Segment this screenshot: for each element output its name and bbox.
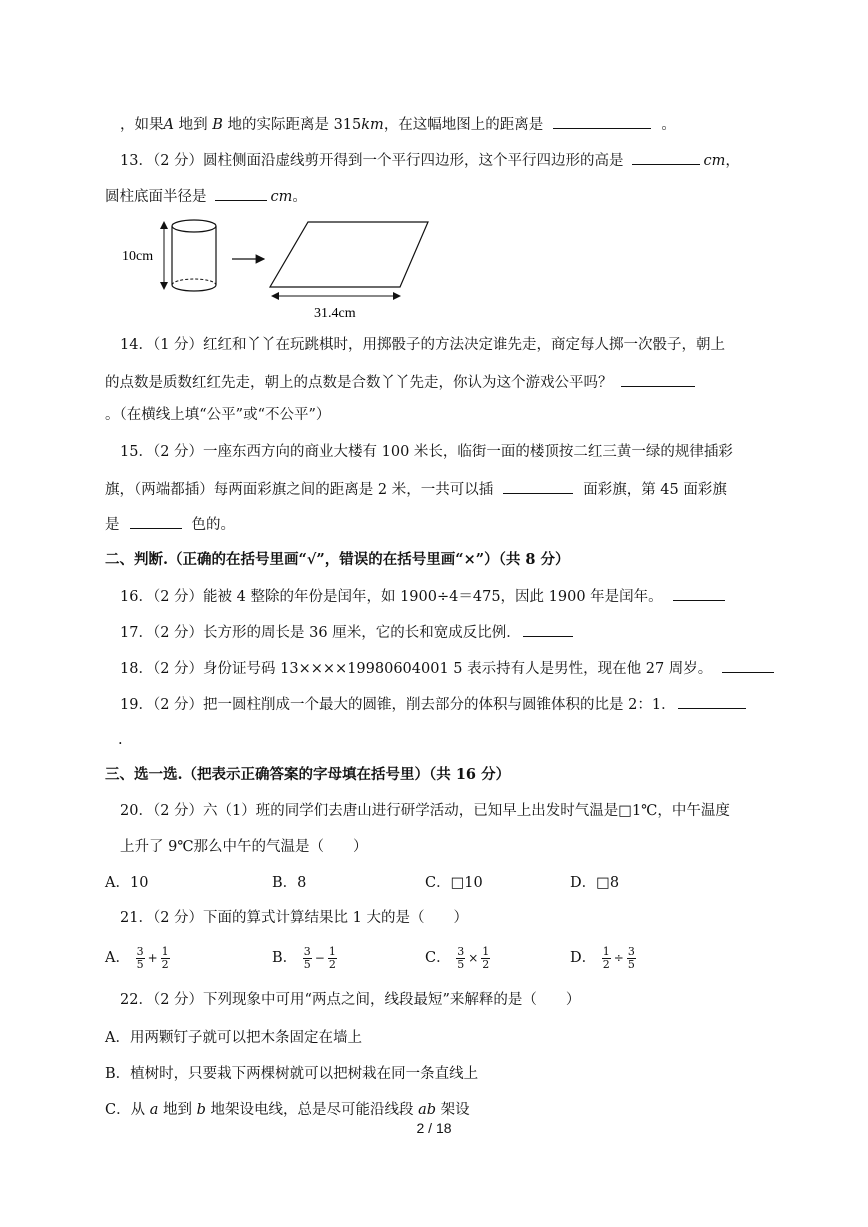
q21-option-b[interactable] <box>272 940 338 976</box>
denominator: 5 <box>457 957 465 971</box>
fraction <box>328 946 337 971</box>
operator: × <box>468 951 479 965</box>
q22-segment-ab: ab <box>418 1102 437 1118</box>
q13-line1 <box>120 150 740 171</box>
q19 <box>120 694 750 715</box>
q18 <box>120 658 778 679</box>
numerator: 1 <box>328 944 336 958</box>
q13-text: ， <box>725 153 740 169</box>
q15-text: 面彩旗，第 45 面彩旗 <box>583 482 727 498</box>
q15-color-blank[interactable] <box>130 514 182 529</box>
q13-text: 圆柱底面半径是 <box>105 189 207 205</box>
q12-text: ，在这幅地图上的距离是 <box>383 117 544 133</box>
q21-option-c[interactable] <box>425 940 491 976</box>
q12-tail <box>120 114 676 135</box>
q19-dot: . <box>118 732 123 748</box>
q17 <box>120 622 577 643</box>
q12-text: 地到 <box>173 117 213 133</box>
q21-option-label: C． <box>425 950 451 966</box>
denominator: 5 <box>303 957 311 971</box>
q22-text: C．从 <box>105 1102 150 1118</box>
q12-point-b: B <box>212 117 223 133</box>
denominator: 2 <box>161 957 169 971</box>
numerator: 3 <box>136 944 144 958</box>
numerator: 1 <box>482 944 490 958</box>
q22-point-b: b <box>196 1102 206 1118</box>
denominator: 2 <box>482 957 490 971</box>
q19-answer-blank[interactable] <box>678 694 746 709</box>
q13-height-blank[interactable] <box>632 150 700 165</box>
numerator: 3 <box>627 944 635 958</box>
fraction <box>602 946 611 971</box>
section2-heading: 二、判断.（正确的在括号里画“√”，错误的在括号里画“×”）（共 8 分） <box>105 551 570 568</box>
q21-option-a[interactable] <box>105 940 171 976</box>
q22-option-c[interactable] <box>105 1100 470 1120</box>
q15-line2 <box>105 479 727 500</box>
q13-radius-blank[interactable] <box>215 186 267 201</box>
q15-text: 旗，（两端都插）每两面彩旗之间的距离是 2 米，一共可以插 <box>105 482 494 498</box>
q20-line1: 20．（2 分）六（1）班的同学们去唐山进行研学活动，已知早上出发时气温是□1℃，中午温度 <box>120 803 730 819</box>
q22-stem: 22．（2 分）下列现象中可用“两点之间，线段最短”来解释的是（ ） <box>120 992 581 1008</box>
fraction <box>481 946 490 971</box>
fraction <box>136 946 145 971</box>
operator: + <box>147 951 158 965</box>
q15-count-blank[interactable] <box>503 479 573 494</box>
q13-unit: cm <box>703 153 726 169</box>
operator: − <box>314 951 325 965</box>
q13-text: 13．（2 分）圆柱侧面沿虚线剪开得到一个平行四边形，这个平行四边形的高是 <box>120 153 624 169</box>
q20-option-c[interactable]: C．□10 <box>425 875 483 891</box>
numerator: 1 <box>602 944 610 958</box>
operator: ÷ <box>613 951 624 965</box>
cylinder-icon <box>172 220 216 291</box>
q21-option-label: D． <box>570 950 597 966</box>
q21-option-label: A． <box>105 950 130 966</box>
q12-unit: km <box>361 117 384 133</box>
numerator: 1 <box>161 944 169 958</box>
q13-unit: cm <box>270 189 293 205</box>
q20-option-d[interactable]: D．□8 <box>570 875 620 891</box>
q18-answer-blank[interactable] <box>722 658 774 673</box>
denominator: 2 <box>602 957 610 971</box>
q14-answer-blank[interactable] <box>621 372 695 387</box>
q16 <box>120 586 729 607</box>
q20-line2: 上升了 9℃那么中午的气温是（ ） <box>120 839 368 855</box>
numerator: 3 <box>303 944 311 958</box>
denominator: 5 <box>627 957 635 971</box>
q17-answer-blank[interactable] <box>523 622 573 637</box>
q15-text: 是 <box>105 517 120 533</box>
q12-text: ，如果 <box>120 117 164 133</box>
q15-text: 色的。 <box>191 517 235 533</box>
numerator: 3 <box>457 944 465 958</box>
denominator: 5 <box>136 957 144 971</box>
q13-line2 <box>105 186 307 207</box>
q15-line3 <box>105 514 235 535</box>
q14-text: 的点数是质数红红先走，朝上的点数是合数丫丫先走，你认为这个游戏公平吗？ <box>105 375 613 391</box>
q16-answer-blank[interactable] <box>673 586 725 601</box>
q15-line1: 15．（2 分）一座东西方向的商业大楼有 100 米长，临街一面的楼顶按二红三黄一绿的规律插彩 <box>120 444 733 460</box>
fraction <box>456 946 465 971</box>
fraction <box>161 946 170 971</box>
q16-text: 16．（2 分）能被 4 整除的年份是闰年，如 1900÷4＝475，因此 1900 年是闰年。 <box>120 589 663 605</box>
q17-text: 17．（2 分）长方形的周长是 36 厘米，它的长和宽成反比例． <box>120 625 521 641</box>
q22-option-a[interactable]: A．用两颗钉子就可以把木条固定在墙上 <box>105 1030 362 1046</box>
q14-line3: 。（在横线上填“公平”或“不公平”） <box>105 407 331 423</box>
page-number: 2 / 18 <box>416 1120 452 1136</box>
section3-heading: 三、选一选.（把表示正确答案的字母填在括号里）（共 16 分） <box>105 766 511 783</box>
q21-option-label: B． <box>272 950 298 966</box>
q18-text: 18．（2 分）身份证号码 13××××19980604001 5 表示持有人是男性，现在他 27 周岁。 <box>120 661 713 677</box>
parallelogram-shape <box>270 222 428 287</box>
q13-figure <box>120 215 430 325</box>
q21-option-d[interactable] <box>570 940 637 976</box>
q13-text: 。 <box>292 189 307 205</box>
q14-line1: 14．（1 分）红红和丫丫在玩跳棋时，用掷骰子的方法决定谁先走，商定每人掷一次骰子，朝上 <box>120 337 726 353</box>
q22-text: 地架设电线，总是尽可能沿线段 <box>205 1102 419 1118</box>
q22-text: 架设 <box>436 1102 470 1118</box>
fraction <box>627 946 636 971</box>
q22-point-a: a <box>149 1102 159 1118</box>
q13-height-label: 10cm <box>122 249 154 264</box>
q12-text: 地的实际距离是 315 <box>222 117 362 133</box>
q14-line2 <box>105 372 699 393</box>
q20-option-a[interactable]: A．10 <box>105 875 149 891</box>
q19-text: 19．（2 分）把一圆柱削成一个最大的圆锥，削去部分的体积与圆锥体积的比是 2：1． <box>120 697 676 713</box>
q22-option-b[interactable]: B．植树时，只要栽下两棵树就可以把树栽在同一条直线上 <box>105 1066 479 1082</box>
fraction <box>303 946 312 971</box>
q12-answer-blank[interactable] <box>553 114 651 129</box>
q22-text: 地到 <box>158 1102 197 1118</box>
q12-point-a: A <box>163 117 174 133</box>
q13-width-label: 31.4cm <box>314 306 356 321</box>
q20-option-b[interactable]: B．8 <box>272 875 307 891</box>
denominator: 2 <box>328 957 336 971</box>
q12-text: 。 <box>661 117 676 133</box>
q21-stem: 21．（2 分）下面的算式计算结果比 1 大的是（ ） <box>120 910 468 926</box>
